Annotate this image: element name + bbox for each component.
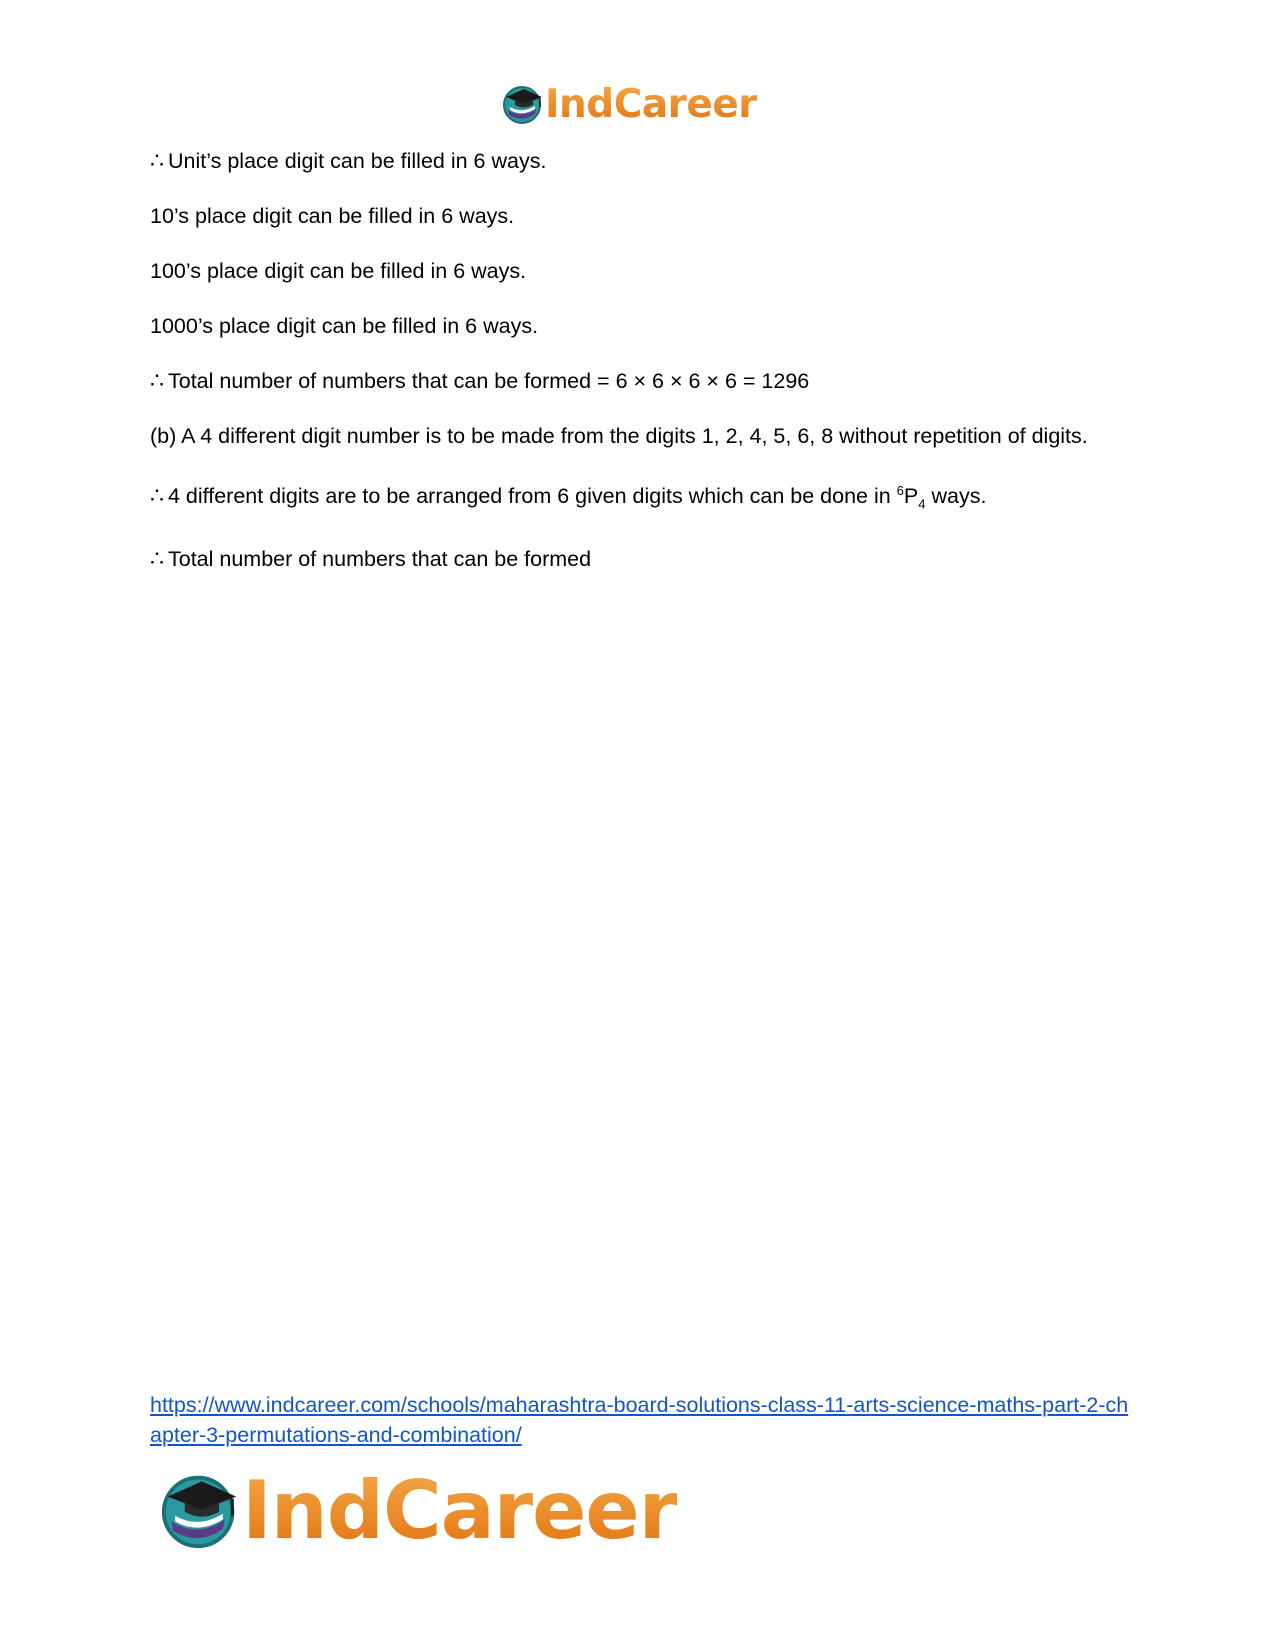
- document-body: [150, 146, 1130, 599]
- paragraph-text: Total number of numbers that can be formed = 6 × 6 × 6 × 6 = 1296: [168, 369, 810, 393]
- graduation-cap-globe-icon: [502, 83, 544, 125]
- paragraph-tens-place: 10’s place digit can be filled in 6 ways.: [150, 204, 515, 228]
- paragraph-text: 4 different digits are to be arranged from 6 given digits which can be done in: [168, 484, 897, 509]
- paragraph-part-b: (b) A 4 different digit number is to be made from the digits 1, 2, 4, 5, 6, 8 without repetition of digits.: [150, 424, 1088, 448]
- therefore-symbol: ∴: [150, 368, 164, 393]
- paragraph-total-without-repetition: [150, 544, 1130, 574]
- paragraph-units-place: [150, 146, 1130, 176]
- logo-wordmark: IndCareer: [242, 1463, 678, 1557]
- paragraph-total-with-repetition: [150, 366, 1130, 396]
- paragraph-permutation: [150, 476, 1130, 519]
- permutation-n: 6: [896, 483, 904, 498]
- therefore-symbol: ∴: [150, 546, 164, 572]
- footer-logo: [160, 1465, 677, 1555]
- paragraph-hundreds-place: 100’s place digit can be filled in 6 ways.: [150, 259, 527, 283]
- graduation-cap-globe-icon: [160, 1470, 240, 1550]
- paragraph-thousands-place: 1000’s place digit can be filled in 6 ways.: [150, 314, 539, 338]
- header-logo: [502, 80, 757, 128]
- therefore-symbol: ∴: [150, 483, 164, 509]
- permutation-p: P: [903, 484, 919, 509]
- paragraph-text: Unit’s place digit can be filled in 6 ways.: [168, 149, 547, 173]
- therefore-symbol: ∴: [150, 148, 164, 173]
- logo-wordmark: IndCareer: [545, 81, 757, 127]
- paragraph-text-end: ways.: [925, 484, 987, 509]
- paragraph-text: Total number of numbers that can be formed: [168, 547, 592, 572]
- permutation-r: 4: [918, 496, 926, 512]
- source-link[interactable]: https://www.indcareer.com/schools/maharashtra-board-solutions-class-11-arts-science-maths-part-2-chapter-3-permutations-and-combination/: [150, 1393, 1129, 1447]
